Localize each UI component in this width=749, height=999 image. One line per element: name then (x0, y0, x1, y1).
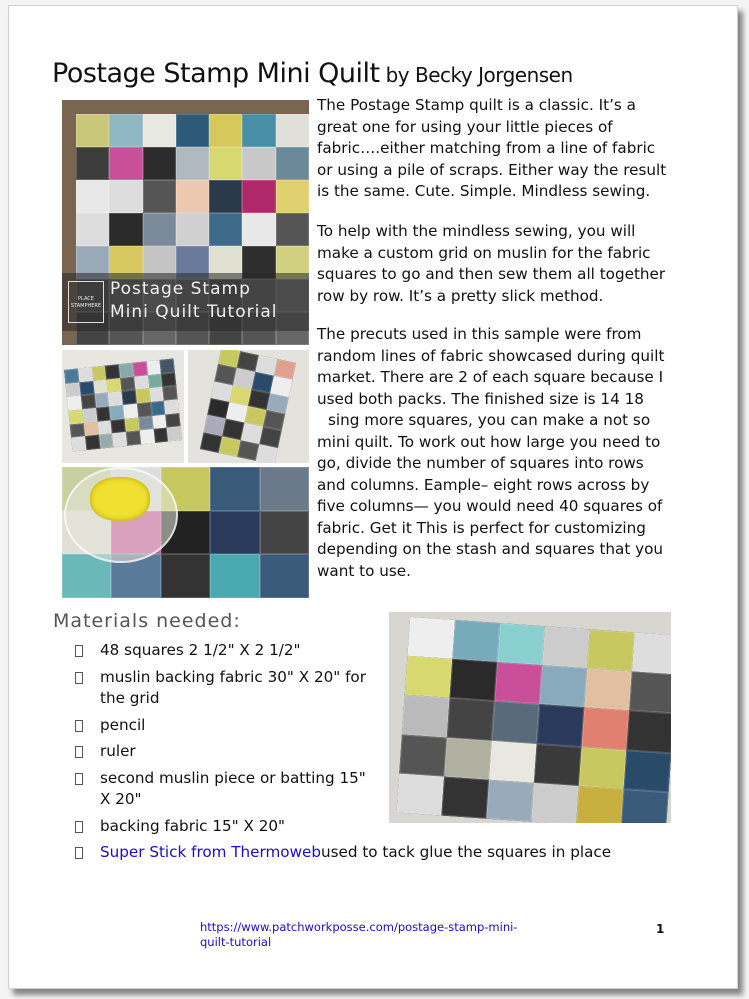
yellow-pins (90, 477, 150, 521)
intro-text (317, 95, 675, 203)
overlay-title-line2: Mini Quilt Tutorial (110, 302, 278, 322)
super-stick-link[interactable]: Super Stick from Thermoweb (100, 843, 321, 861)
list-item-text: muslin backing fabric 30" X 20" for the grid (100, 667, 366, 707)
sizing-text (317, 410, 675, 582)
precuts-text (317, 324, 675, 410)
footer-url-link[interactable]: https://www.patchworkposse.com/postage-stamp-mini-quilt-tutorial (200, 920, 518, 949)
page-title (52, 58, 573, 89)
page-number: 1 (656, 922, 665, 936)
quilt-photo-small-left (62, 350, 184, 463)
small-quilt-right (200, 350, 296, 463)
checkbox-bullet-icon (75, 847, 83, 859)
list-item (75, 816, 375, 838)
paragraph-1: The Postage Stamp quilt is a classic. It’s a great one for using your little pieces of fabric….either matching from a line of fabric or using a pile of scraps. Either way the result is the same. Cute. Simple. Mindless sewing. (317, 96, 667, 200)
list-item-text: 48 squares 2 1/2" X 2 1/2" (100, 641, 301, 659)
checkbox-bullet-icon (75, 672, 83, 684)
quilt-photo-closeup (62, 467, 309, 598)
list-item (75, 715, 375, 737)
paragraph-2: To help with the mindless sewing, you will make a custom grid on muslin for the fabric squares to go and then sew them all together row by row. It’s a pretty slick method. (317, 222, 666, 305)
hero-caption-overlay (62, 273, 309, 331)
title-text: Postage Stamp Mini Quilt (52, 58, 380, 89)
small-quilt-left (64, 358, 182, 451)
list-item (75, 640, 375, 662)
byline: by Becky Jorgensen (385, 63, 573, 87)
checkbox-bullet-icon (75, 746, 83, 758)
checkbox-bullet-icon (75, 773, 83, 785)
list-item-text: ruler (100, 742, 136, 760)
list-item-text: second muslin piece or batting 15" X 20" (100, 768, 366, 808)
list-item-text: backing fabric 15" X 20" (100, 816, 286, 835)
checkbox-bullet-icon (75, 645, 83, 657)
quilt-photo-small-right (188, 350, 309, 463)
list-item (75, 768, 375, 811)
checkbox-bullet-icon (75, 720, 83, 732)
finished-quilt (396, 617, 671, 823)
paragraph-3: The precuts used in this sample were from random lines of fabric showcased during quilt market. There are 2 of each square because I used both packs. The finished size is 14 18 (317, 325, 665, 408)
materials-heading: Materials needed: (53, 610, 241, 632)
finished-quilt-photo (389, 612, 671, 823)
list-item (75, 667, 375, 710)
overlay-title-line1: Postage Stamp (110, 279, 251, 299)
paragraph-4: sing more squares, you can make a not so mini quilt. To work out how large you need to go, divide the number of squares into rows and columns. Eample– eight rows across by five columns— you would need 40 squares of fabric. Get it This is perfect for customizing depending on the stash and squares that you want to use. (317, 411, 664, 580)
checkbox-bullet-icon (75, 821, 83, 833)
list-item (75, 741, 375, 763)
method-text (317, 221, 675, 307)
list-item-text: used to tack glue the squares in place (321, 843, 612, 861)
materials-list (75, 640, 612, 869)
list-item (75, 842, 660, 864)
list-item-text: pencil (100, 715, 146, 734)
hero-photo (62, 100, 309, 345)
place-stamp-logo: PLACE STAMPHERE (68, 281, 104, 323)
